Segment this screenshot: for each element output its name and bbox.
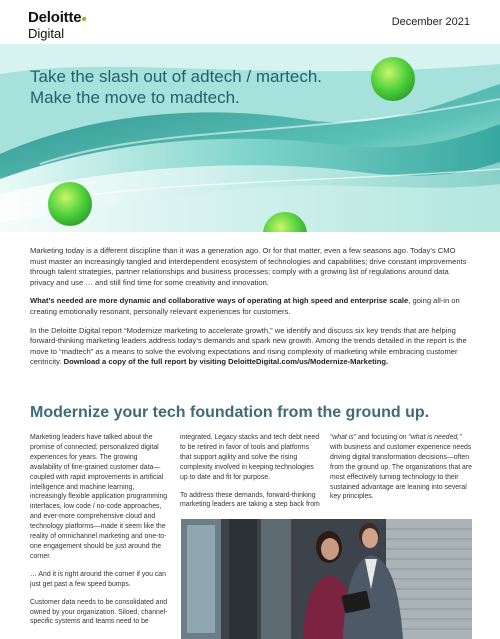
hero-title (30, 66, 322, 108)
column-3-rest: with business and customer experience needs driving digital transformation decisions—often from the ground up. The organizations that are most effectively turning technology to their sustained advantage are leaning into several key principles. (330, 443, 472, 501)
hero-title-line1: Take the slash out of adtech / martech. (30, 67, 322, 86)
report-date: December 2021 (391, 16, 470, 28)
green-sphere-top (371, 57, 415, 101)
intro-text (30, 246, 474, 376)
column-2 (180, 433, 320, 518)
column-1 (30, 433, 170, 635)
office-photo (181, 519, 472, 639)
column-2-paragraph-2: To address these demands, forward-thinking marketing leaders are taking a step back from (180, 491, 320, 509)
intro-paragraph-2-bold: What’s needed are more dynamic and collaborative ways of operating at high speed and enterprise scale (30, 296, 409, 306)
photo-illustration (181, 519, 472, 639)
green-sphere-left (48, 182, 92, 226)
column-3-paragraph-1 (330, 433, 472, 502)
column-3-mid: and focusing on (356, 434, 409, 441)
intro-paragraph-3 (30, 326, 474, 368)
column-1-paragraph-1: Marketing leaders have talked about the promise of connected, personalized digital experiences for years. The growing availability of fine-grained customer data—coupled with rapid improvements in artificial intelligence and machine learning, increasingly flexible application programming interfaces, low code / no-code approaches, and ever-more comprehensive cloud and technology platforms—made it seem like the reality of omnichannel marketing and one-to-one engagement should be just around the corner. (30, 434, 168, 560)
column-2-paragraph-1: integrated. Legacy stacks and tech debt need to be retired in favor of tools and platforms that support agility and solve the rising complexity involved in keeping technologies up to date and fit for purpose. (180, 434, 320, 481)
column-1-paragraph-3: Customer data needs to be consolidated and owned by your organization. Siloed, channel-specific systems and teams need to be (30, 598, 168, 626)
hero-banner (0, 44, 500, 232)
intro-paragraph-1: Marketing today is a different discipline than it was a generation ago. Or for that matter, even a few seasons ago. Today’s CMO must master an increasingly tangled and interdependent ecosystem of technologies and capabilities; drive constant improvements through talent strategies, partner relationships and business processes; comply with a growing list of regulations around data privacy and use … and still find time for some creativity and innovation. (30, 246, 467, 287)
download-report-link[interactable]: Download a copy of the full report by visiting DeloitteDigital.com/us/Modernize-Marketing. (63, 357, 389, 367)
page-header (0, 0, 500, 44)
logo-brand-line1: Deloitte (28, 9, 82, 26)
intro-paragraph-2 (30, 296, 474, 317)
column-3-what-needed: “what is needed,” (408, 434, 462, 441)
column-3 (330, 433, 472, 510)
logo-brand-line2: Digital (28, 26, 65, 41)
column-3-what-is: “what is” (330, 434, 357, 441)
column-1-paragraph-2: … And it is right around the corner if you can just get past a few speed bumps. (30, 570, 166, 588)
intro-paragraph-2-rest: , going all-in on creating emotionally resonant, personally relevant experiences for customers. (30, 296, 460, 316)
intro-paragraph-3-text: In the Deloitte Digital report “Modernize marketing to accelerate growth,” we identify and discuss six key trends that are helping forward-thinking marketing leaders address today’s demands and spark new growth. Among the trends detailed in the report is the move to “madtech” as a means to solve the evolving expectations and rising complexity of marketing while embracing customer centricity. (30, 325, 467, 367)
deloitte-digital-logo (28, 10, 86, 40)
section-title: Modernize your tech foundation from the ground up. (30, 404, 430, 421)
hero-title-line2: Make the move to madtech. (30, 88, 240, 107)
logo-dot-icon (82, 17, 86, 21)
